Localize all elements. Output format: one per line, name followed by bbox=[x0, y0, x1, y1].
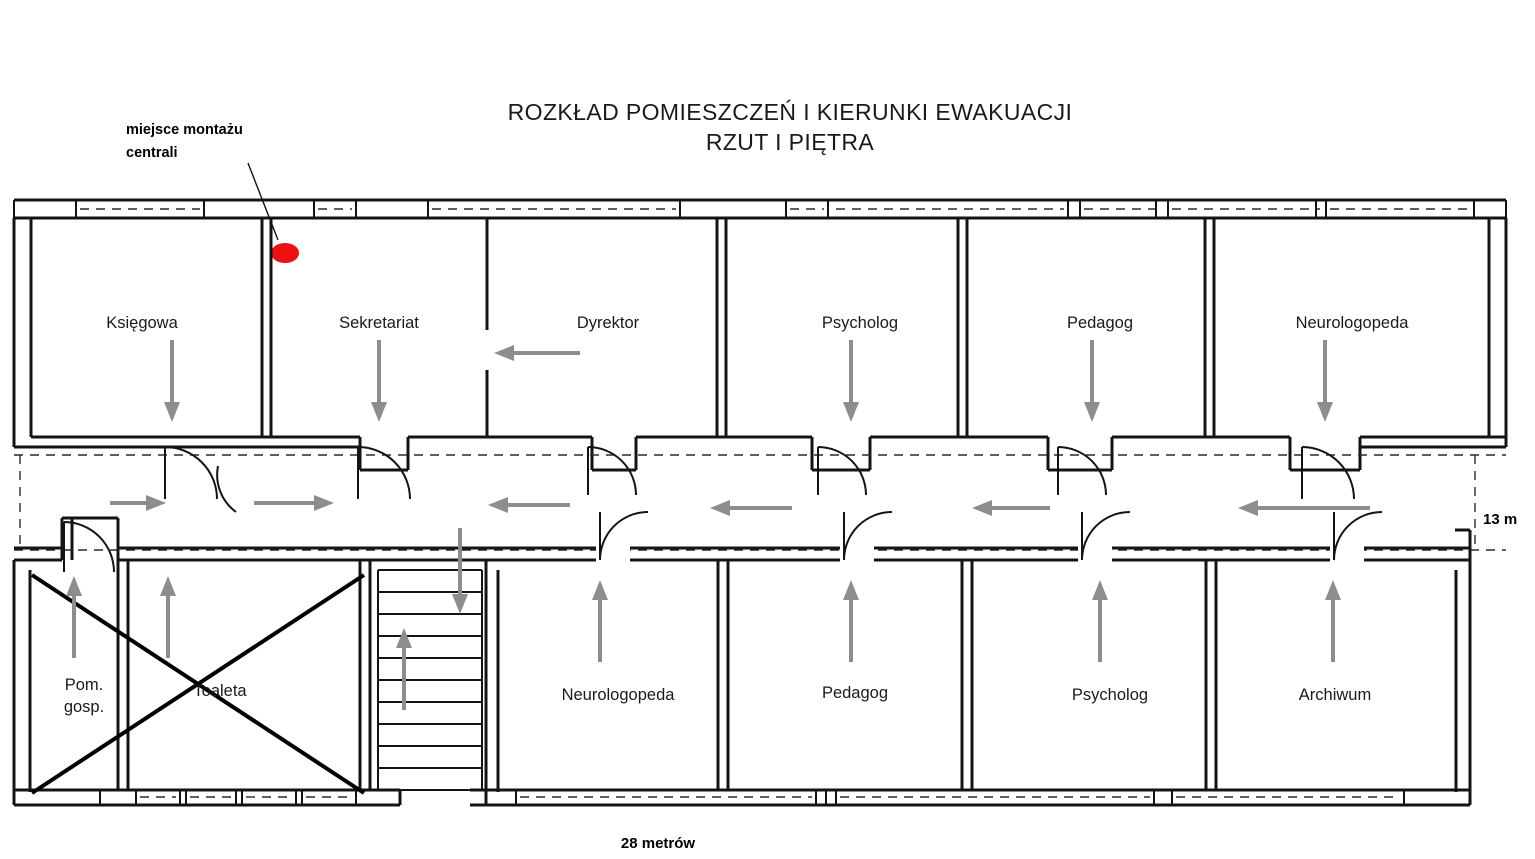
room-label-psycholog-upper: Psycholog bbox=[821, 314, 899, 332]
evac-arrow-corridor-1 bbox=[110, 495, 166, 511]
room-label-pedagog-upper: Pedagog bbox=[1066, 314, 1134, 332]
door-arc-sekretariat-side bbox=[217, 466, 236, 512]
evac-arrow-corridor-2 bbox=[254, 495, 334, 511]
evac-arrow-neurologopeda-upper bbox=[1317, 340, 1333, 422]
room-label-toaleta: Toaleta bbox=[193, 682, 247, 700]
room-label-dyrektor: Dyrektor bbox=[576, 314, 640, 332]
dimension-height-label: 13 m bbox=[1483, 511, 1518, 528]
evac-arrow-corridor-3 bbox=[488, 497, 570, 513]
evac-arrow-psycholog-lower bbox=[1092, 580, 1108, 662]
evac-arrow-corridor-6 bbox=[1238, 500, 1370, 516]
evac-arrow-toaleta bbox=[160, 576, 176, 658]
evac-arrow-corridor-4 bbox=[710, 500, 792, 516]
room-label-pom-gosp-line1: Pom. bbox=[64, 676, 104, 694]
central-note-line-1: miejsce montażu bbox=[126, 122, 243, 138]
room-label-neurologopeda-lower: Neurologopeda bbox=[561, 686, 675, 704]
evac-arrow-corridor-5 bbox=[972, 500, 1050, 516]
evac-arrow-stairs-up bbox=[396, 628, 412, 710]
evac-arrow-pedagog-lower bbox=[843, 580, 859, 662]
room-label-psycholog-lower: Psycholog bbox=[1071, 686, 1149, 704]
evac-arrow-neurologopeda-lower bbox=[592, 580, 608, 662]
central-note-line-2: centrali bbox=[126, 145, 178, 161]
room-label-sekretariat: Sekretariat bbox=[339, 314, 419, 332]
room-label-pedagog-lower: Pedagog bbox=[821, 684, 889, 702]
evac-arrow-psycholog-upper bbox=[843, 340, 859, 422]
evac-arrow-pom-gosp bbox=[66, 576, 82, 658]
evac-arrow-dyrektor bbox=[494, 345, 580, 361]
room-label-ksiegowa: Księgowa bbox=[106, 314, 178, 332]
dimension-width-label: 28 metrów bbox=[620, 835, 696, 852]
evac-arrow-sekretariat bbox=[371, 340, 387, 422]
room-label-pom-gosp-line2: gosp. bbox=[63, 698, 105, 716]
central-unit-marker bbox=[271, 243, 299, 263]
evac-arrow-archiwum-lower bbox=[1325, 580, 1341, 662]
diagram-title-line-1: ROZKŁAD POMIESZCZEŃ I KIERUNKI EWAKUACJI bbox=[507, 99, 1073, 125]
diagram-title-line-2: RZUT I PIĘTRA bbox=[705, 129, 875, 155]
evac-arrow-pedagog-upper bbox=[1084, 340, 1100, 422]
room-label-neurologopeda-upper: Neurologopeda bbox=[1295, 314, 1409, 332]
room-label-archiwum: Archiwum bbox=[1298, 686, 1372, 704]
evac-arrow-ksiegowa bbox=[164, 340, 180, 422]
